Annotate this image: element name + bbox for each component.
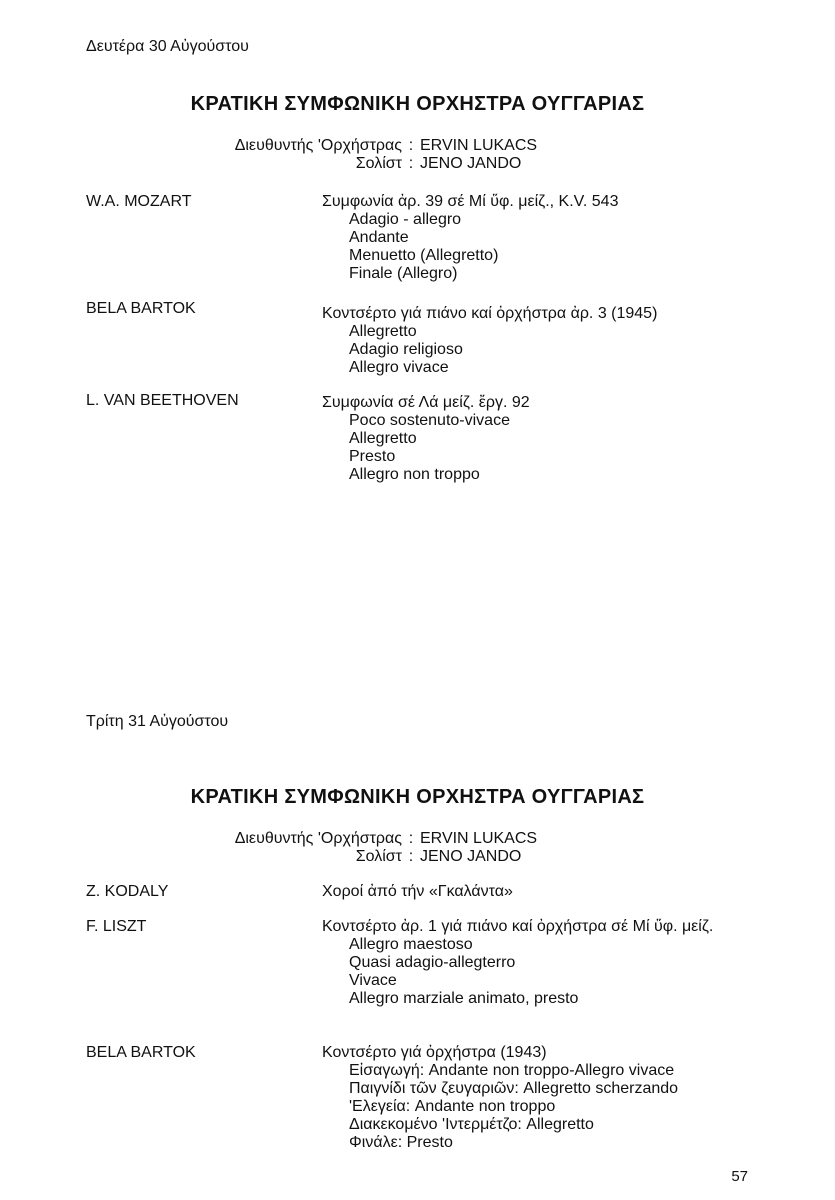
movement: Vivace: [349, 972, 397, 989]
work-block: [322, 918, 762, 1008]
movement: Φινάλε: Presto: [349, 1134, 453, 1151]
work-title: Συμφωνία σέ Λά μείζ. ἔργ. 92: [322, 394, 530, 411]
credit-name: JENO JANDO: [420, 155, 522, 172]
credit-name: ERVIN LUKACS: [420, 137, 538, 154]
movement: Adagio - allegro: [349, 211, 462, 228]
work-block: [322, 394, 762, 484]
movement: 'Ελεγεία: Andante non troppo: [349, 1098, 556, 1115]
work-title: Συμφωνία ἀρ. 39 σέ Μί ὕφ. μείζ., K.V. 543: [322, 193, 619, 210]
credit-separator: :: [408, 155, 414, 172]
credit-role: Διευθυντής 'Ορχήστρας: [234, 830, 402, 847]
orchestra-title: ΚΡΑΤΙΚΗ ΣΥΜΦΩΝΙΚΗ ΟΡΧΗΣΤΡΑ ΟΥΓΓΑΡΙΑΣ: [190, 93, 645, 115]
composer: BELA BARTOK: [86, 1044, 196, 1061]
movement-list: [322, 412, 762, 484]
movement: Menuetto (Allegretto): [349, 247, 499, 264]
movement-list: [322, 1062, 762, 1152]
work-block: [322, 305, 762, 377]
credit-conductor: [180, 137, 600, 155]
work-title: Κοντσέρτο γιά ὀρχήστρα (1943): [322, 1044, 547, 1061]
movement: Παιγνίδι τῶν ζευγαριῶν: Allegretto scherzando: [349, 1080, 679, 1097]
work-title: Χοροί ἀπό τήν «Γκαλάντα»: [322, 883, 513, 900]
page-number: 57: [731, 1168, 748, 1185]
movement: Εἰσαγωγή: Andante non troppo-Allegro vivace: [349, 1062, 675, 1079]
composer: W.A. MOZART: [86, 193, 192, 210]
credits: [180, 137, 600, 173]
credit-conductor: [180, 830, 600, 848]
work-block: [322, 193, 762, 283]
credits: [180, 830, 600, 866]
movement: Adagio religioso: [349, 341, 463, 358]
credit-role: Σολίστ: [355, 848, 402, 865]
work-block: [322, 1044, 762, 1152]
movement-list: [322, 323, 762, 377]
movement: Presto: [349, 448, 396, 465]
credit-role: Διευθυντής 'Ορχήστρας: [234, 137, 402, 154]
concert-date: Δευτέρα 30 Αὐγούστου: [86, 38, 249, 55]
credit-separator: :: [408, 830, 414, 847]
movement: Quasi adagio-allegterro: [349, 954, 516, 971]
movement: Allegro non troppo: [349, 466, 480, 483]
composer: Z. KODALY: [86, 883, 169, 900]
movement-list: [322, 936, 762, 1008]
credit-role: Σολίστ: [355, 155, 402, 172]
work-title: Κοντσέρτο ἀρ. 1 γιά πιάνο καί ὀρχήστρα σέ Μί ὕφ. μείζ.: [322, 918, 714, 935]
movement-list: [322, 211, 762, 283]
movement: Poco sostenuto-vivace: [349, 412, 510, 429]
composer: F. LISZT: [86, 918, 147, 935]
composer: BELA BARTOK: [86, 300, 196, 317]
movement: Allegretto: [349, 323, 417, 340]
concert-date: Τρίτη 31 Αὐγούστου: [86, 713, 229, 730]
movement: Andante: [349, 229, 409, 246]
credit-soloist: [180, 155, 600, 173]
movement: Allegretto: [349, 430, 417, 447]
movement: Allegro maestoso: [349, 936, 473, 953]
credit-name: JENO JANDO: [420, 848, 522, 865]
credit-name: ERVIN LUKACS: [420, 830, 538, 847]
work-block: [322, 883, 762, 901]
orchestra-title: ΚΡΑΤΙΚΗ ΣΥΜΦΩΝΙΚΗ ΟΡΧΗΣΤΡΑ ΟΥΓΓΑΡΙΑΣ: [190, 786, 645, 808]
credit-separator: :: [408, 137, 414, 154]
credit-soloist: [180, 848, 600, 866]
credit-separator: :: [408, 848, 414, 865]
movement: Allegro vivace: [349, 359, 449, 376]
composer: L. VAN BEETHOVEN: [86, 392, 239, 409]
work-title: Κοντσέρτο γιά πιάνο καί ὀρχήστρα ἀρ. 3 (1945): [322, 305, 658, 322]
movement: Allegro marziale animato, presto: [349, 990, 579, 1007]
movement: Finale (Allegro): [349, 265, 458, 282]
movement: Διακεκομένο 'Ιντερμέτζο: Allegretto: [349, 1116, 594, 1133]
